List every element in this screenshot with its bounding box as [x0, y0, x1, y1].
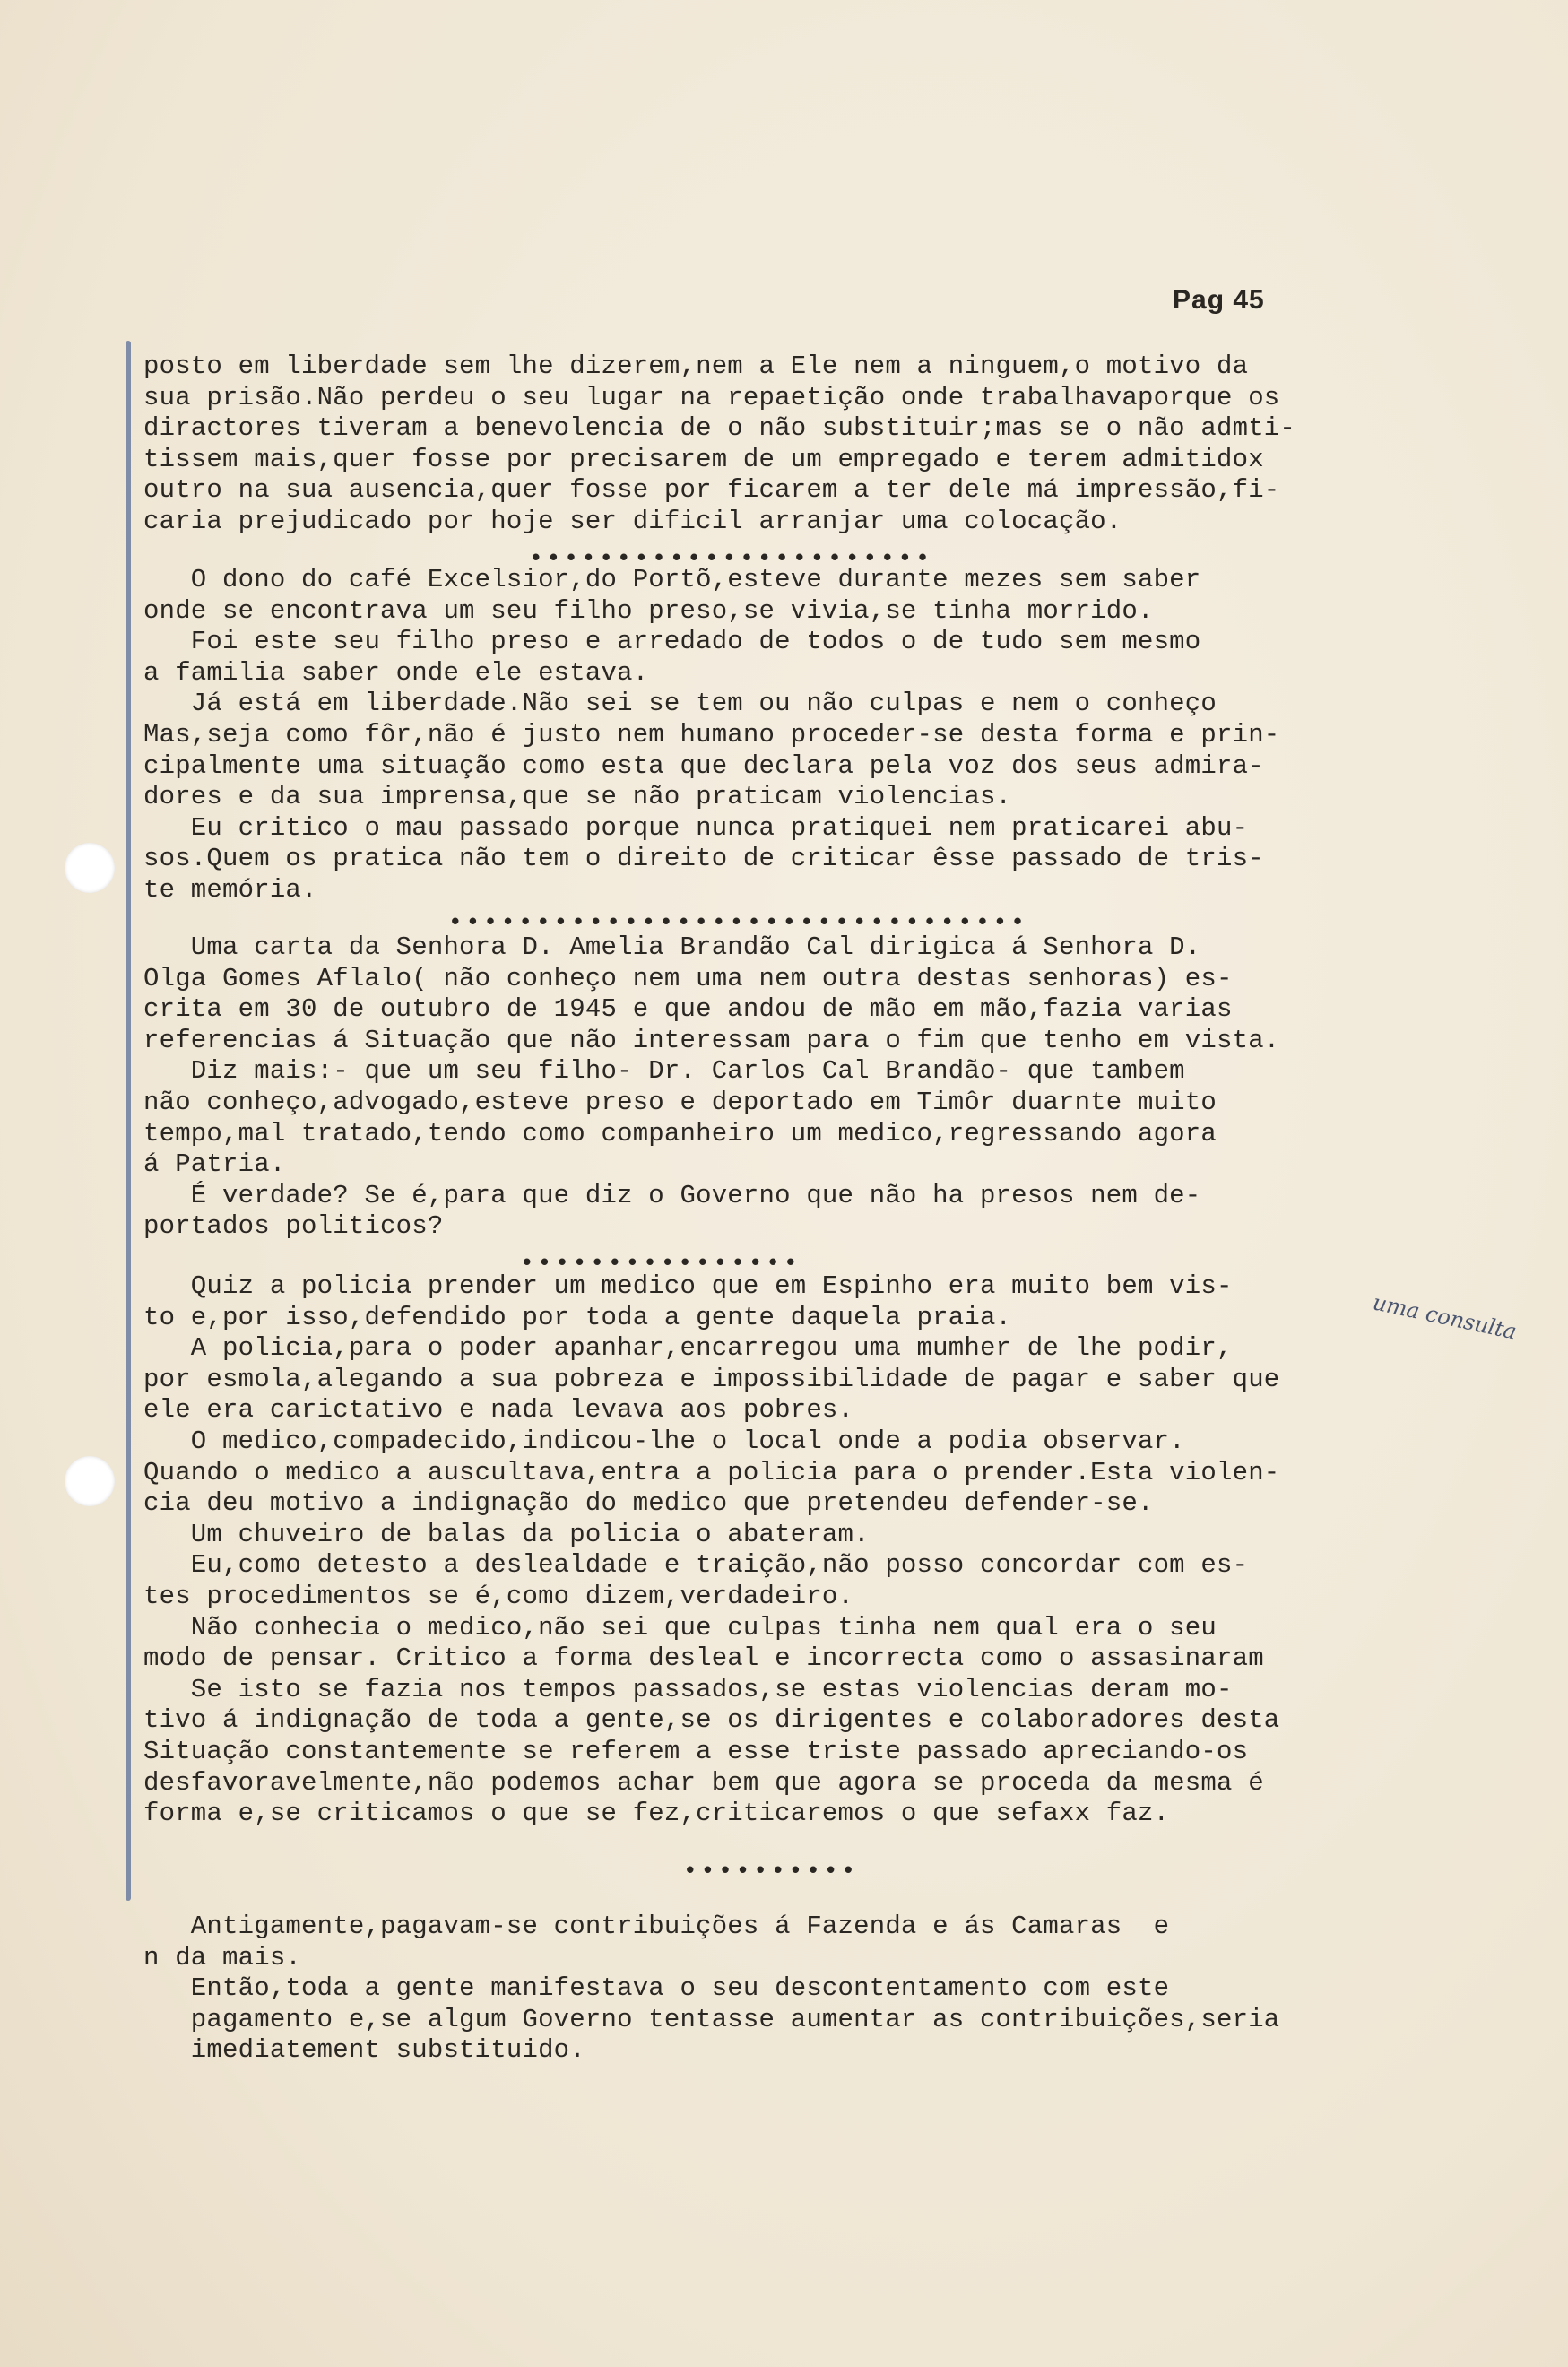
text-line: Se isto se fazia nos tempos passados,se estas violencias deram mo-	[143, 1674, 1233, 1704]
text-line: O dono do café Excelsior,do Portõ,esteve durante mezes sem saber	[143, 565, 1201, 594]
text-line: Então,toda a gente manifestava o seu descontentamento com este	[143, 1973, 1170, 2004]
text-line: Quando o medico a auscultava,entra a policia para o prender.Esta violen-	[143, 1457, 1280, 1487]
text-line: Eu critico o mau passado porque nunca pratiquei nem praticarei abu-	[143, 812, 1249, 843]
text-line: a familia saber onde ele estava.	[143, 657, 649, 688]
text-line: n da mais.	[143, 1942, 302, 1972]
text-line: Uma carta da Senhora D. Amelia Brandão Cal dirigica á Senhora D.	[143, 932, 1201, 962]
separator-dots-3: ••••••••••••••••	[520, 1250, 801, 1277]
text-line: to e,por isso,defendido por toda a gente daquela praia.	[143, 1302, 1012, 1332]
text-line: dores e da sua imprensa,que se não praticam violencias.	[143, 782, 1012, 812]
text-line: outro na sua ausencia,quer fosse por ficarem a ter dele má impressão,fi-	[143, 475, 1280, 506]
text-line: Já está em liberdade.Não sei se tem ou não culpas e nem o conheço	[143, 689, 1217, 719]
text-line: Antigamente,pagavam-se contribuições á Fazenda e ás Camaras e	[143, 1912, 1170, 1941]
text-line: não conheço,advogado,esteve preso e deportado em Timôr duarnte muito	[143, 1087, 1217, 1117]
paragraph-block-5	[143, 1912, 1434, 2067]
text-line: desfavoravelmente,não podemos achar bem que agora se proceda da mesma é	[143, 1767, 1264, 1798]
text-line: É verdade? Se é,para que diz o Governo que não ha presos nem de-	[143, 1180, 1201, 1210]
text-line: crita em 30 de outubro de 1945 e que andou de mão em mão,fazia varias	[143, 994, 1233, 1025]
punch-hole-bottom	[65, 1456, 115, 1506]
text-line: posto em liberdade sem lhe dizerem,nem a Ele nem a ninguem,o motivo da	[143, 351, 1249, 381]
text-line: por esmola,alegando a sua pobreza e impossibilidade de pagar e saber que	[143, 1364, 1280, 1394]
text-line: Foi este seu filho preso e arredado de todos o de tudo sem mesmo	[143, 627, 1201, 657]
text-line: forma e,se criticamos o que se fez,criticaremos o que sefaxx faz.	[143, 1799, 1170, 1829]
text-line: Um chuveiro de balas da policia o abateram.	[143, 1519, 870, 1549]
text-line: Eu,como detesto a deslealdade e traição,não posso concordar com es-	[143, 1550, 1249, 1581]
text-line: Mas,seja como fôr,não é justo nem humano proceder-se desta forma e prin-	[143, 719, 1280, 750]
paragraph-block-3	[143, 932, 1434, 1243]
text-line: tempo,mal tratado,tendo como companheiro um medico,regressando agora	[143, 1118, 1217, 1149]
text-line: cia deu motivo a indignação do medico que pretendeu defender-se.	[143, 1488, 1154, 1519]
text-line: sos.Quem os pratica não tem o direito de criticar êsse passado de tris-	[143, 844, 1264, 874]
separator-dots-1: •••••••••••••••••••••••	[529, 545, 933, 572]
text-line: Olga Gomes Aflalo( não conheço nem uma nem outra destas senhoras) es-	[143, 963, 1233, 993]
page-number: Pag 45	[1173, 285, 1265, 315]
paragraph-block-2	[143, 565, 1434, 906]
text-line: tivo á indignação de toda a gente,se os dirigentes e colaboradores desta	[143, 1705, 1280, 1736]
text-line: O medico,compadecido,indicou-lhe o local onde a podia observar.	[143, 1426, 1185, 1456]
text-line: imediatement substituido.	[143, 2035, 585, 2066]
text-line: Diz mais:- que um seu filho- Dr. Carlos Cal Brandão- que tambem	[143, 1056, 1185, 1087]
text-line: tes procedimentos se é,como dizem,verdadeiro.	[143, 1581, 854, 1611]
text-line: portados politicos?	[143, 1211, 444, 1242]
separator-dots-4: ••••••••••	[683, 1858, 860, 1885]
text-line: Quiz a policia prender um medico que em Espinho era muito bem vis-	[143, 1271, 1233, 1301]
text-line: A policia,para o poder apanhar,encarregou uma mumher de lhe podir,	[143, 1333, 1233, 1364]
text-line: pagamento e,se algum Governo tentasse aumentar as contribuições,seria	[143, 2004, 1280, 2034]
text-line: modo de pensar. Critico a forma desleal e incorrecta como o assasinaram	[143, 1643, 1264, 1674]
text-line: te memória.	[143, 874, 317, 905]
text-line: referencias á Situação que não interessam para o fim que tenho em vista.	[143, 1025, 1280, 1055]
text-line: Não conhecia o medico,não sei que culpas tinha nem qual era o seu	[143, 1612, 1217, 1643]
text-line: onde se encontrava um seu filho preso,se vivia,se tinha morrido.	[143, 595, 1154, 626]
text-line: á Patria.	[143, 1149, 286, 1180]
paragraph-block-1	[143, 351, 1434, 538]
text-line: Situação constantemente se referem a esse triste passado apreciando-os	[143, 1736, 1249, 1766]
text-line: diractores tiveram a benevolencia de o não substituir;mas se o não admti-	[143, 413, 1296, 444]
text-line: sua prisão.Não perdeu o seu lugar na repaetição onde trabalhavaporque os	[143, 382, 1280, 412]
margin-pencil-line	[126, 341, 131, 1901]
text-line: ele era carictativo e nada levava aos pobres.	[143, 1395, 854, 1426]
separator-dots-2: •••••••••••••••••••••••••••••••••	[448, 909, 1028, 936]
paragraph-block-4	[143, 1271, 1434, 1830]
handwritten-margin-note: uma consulta	[1370, 1289, 1520, 1345]
text-line: caria prejudicado por hoje ser dificil arranjar uma colocação.	[143, 506, 1122, 536]
punch-hole-top	[65, 843, 115, 893]
text-line: cipalmente uma situação como esta que declara pela voz dos seus admira-	[143, 750, 1264, 781]
text-line: tissem mais,quer fosse por precisarem de um empregado e terem admitidox	[143, 444, 1264, 474]
